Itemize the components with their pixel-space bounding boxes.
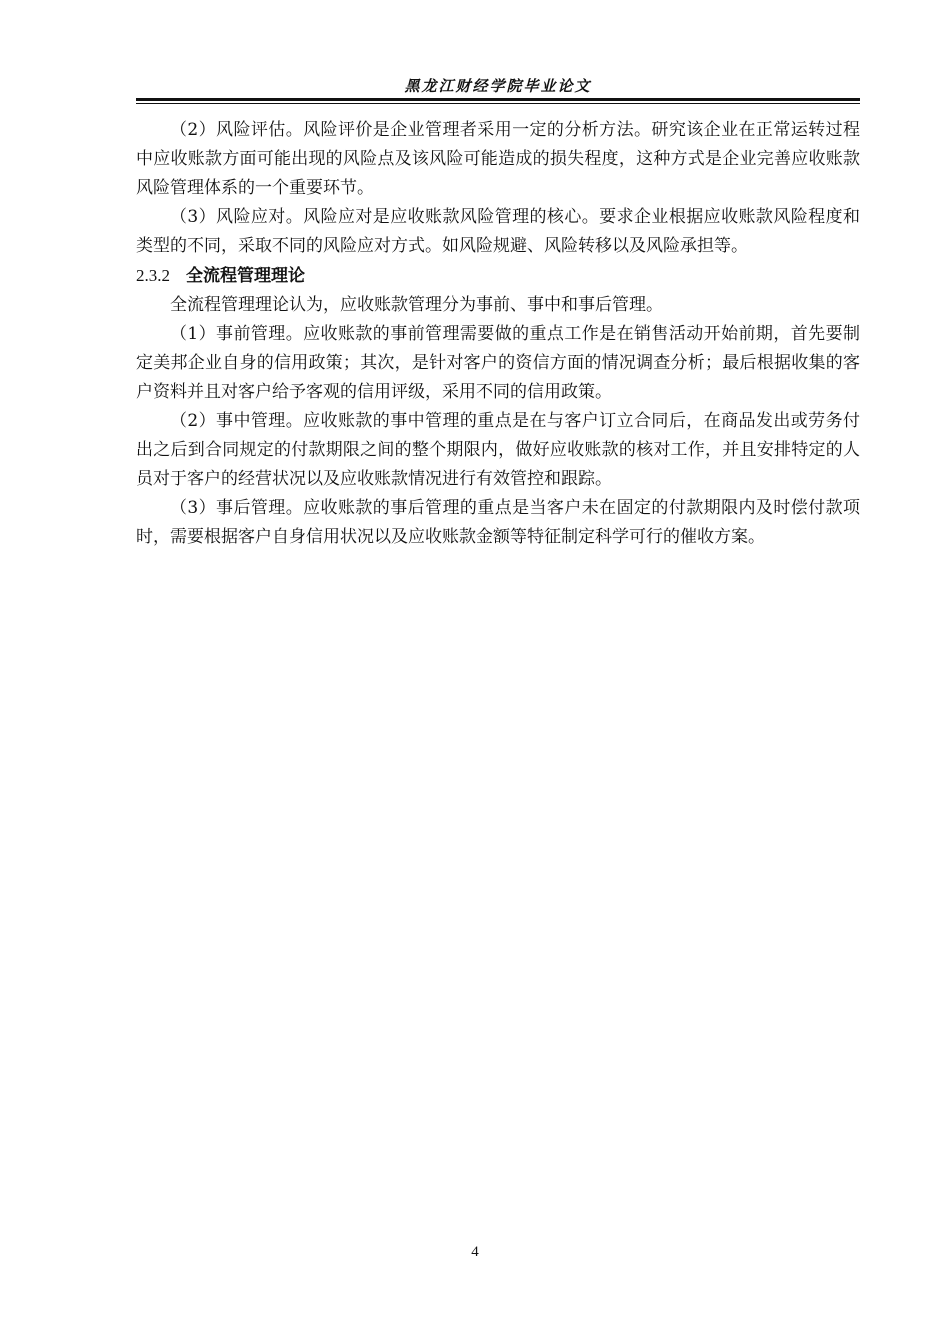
paragraph-in-process-management: （2）事中管理。应收账款的事中管理的重点是在与客户订立合同后，在商品发出或劳务付出之后到合同规定的付款期限之间的整个期限内，做好应收账款的核对工作，并且安排特定的人员对于客户的经营状况以及应收账款情况进行有效管控和跟踪。 [136,411,860,489]
paragraph-post-management: （3）事后管理。应收账款的事后管理的重点是当客户未在固定的付款期限内及时偿付款项时，需要根据客户自身信用状况以及应收账款金额等特征制定科学可行的催收方案。 [136,498,860,547]
running-header: 黑龙江财经学院毕业论文 [404,77,592,95]
paragraph-intro: 全流程管理理论认为，应收账款管理分为事前、事中和事后管理。 [170,295,663,315]
header-rule-thick [136,98,860,101]
header-rule-thin [136,103,860,104]
section-number: 2.3.2 [136,266,170,285]
paragraph-pre-management: （1）事前管理。应收账款的事前管理需要做的重点工作是在销售活动开始前期，首先要制定美邦企业自身的信用政策；其次，是针对客户的资信方面的情况调查分析；最后根据收集的客户资料并且对客户给予客观的信用评级，采用不同的信用政策。 [136,324,860,402]
section-title: 全流程管理理论 [186,266,305,286]
page-number: 4 [471,1244,479,1260]
body-text [136,116,860,552]
paragraph-risk-response: （3）风险应对。风险应对是应收账款风险管理的核心。要求企业根据应收账款风险程度和类型的不同，采取不同的风险应对方式。如风险规避、风险转移以及风险承担等。 [136,207,860,256]
section-heading [136,261,860,291]
paragraph-risk-assessment: （2）风险评估。风险评价是企业管理者采用一定的分析方法。研究该企业在正常运转过程中应收账款方面可能出现的风险点及该风险可能造成的损失程度，这种方式是企业完善应收账款风险管理体系的一个重要环节。 [136,120,860,198]
